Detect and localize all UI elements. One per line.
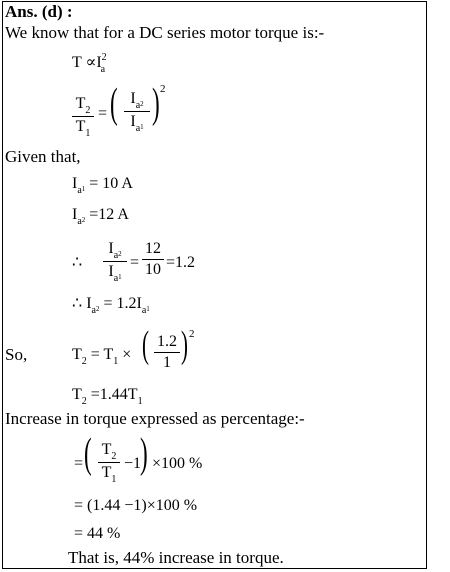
equals-sign: = — [98, 105, 108, 122]
so-label: So, — [5, 345, 28, 364]
given-ia1: $I_a1 = 10$ A — [72, 175, 133, 196]
fraction-t2-t1-pct: $T_2$ $T_1$ — [98, 441, 120, 484]
so-equation-lhs: $T_2 = T_1$ × — [72, 346, 132, 367]
close-paren: ) — [181, 324, 188, 366]
percent-result: = 44 % — [74, 525, 121, 542]
proportionality-equation: $T \propto I^2_a$ — [72, 52, 107, 75]
fraction-ia2-ia1-given: $I_a2$ $I_a1$ — [103, 240, 127, 283]
given-ia2: $I_a2 =12$ A — [72, 206, 129, 227]
intro-text: We know that for a DC series motor torque is:- — [5, 23, 325, 42]
t2-result: $T_2 =1.44T_1$ — [72, 386, 143, 407]
answer-label: Ans. (d) : — [5, 2, 73, 21]
equals-sign: = — [130, 254, 140, 271]
conclusion-text: That is, 44% increase in torque. — [68, 548, 284, 567]
close-paren: ) — [152, 81, 160, 127]
fraction-ia2-ia1: $I_a2$ $I_a1$ — [124, 90, 150, 133]
ratio-result: =1.2 — [166, 254, 196, 271]
close-paren: ) — [140, 431, 148, 477]
fraction-12-10: 12 10 — [142, 240, 164, 279]
square-exponent: 2 — [189, 328, 195, 340]
given-label: Given that, — [5, 147, 81, 166]
fraction-1p2-1: 1.2 1 — [154, 333, 180, 372]
increase-text: Increase in torque expressed as percentage:- — [5, 409, 305, 428]
open-paren: ( — [110, 81, 118, 127]
answer-box — [2, 1, 427, 569]
ia2-relation: ∴ $I_a2 = 1.2I_a1$ — [72, 295, 150, 316]
open-paren: ( — [84, 431, 92, 477]
minus-one: −1 — [124, 455, 142, 472]
fraction-t2-t1: $T_2$ $T_1$ — [72, 95, 94, 138]
equals-sign: = — [74, 455, 84, 472]
square-exponent: 2 — [160, 83, 166, 95]
times-100-percent: ×100 % — [152, 455, 203, 472]
therefore-symbol: ∴ — [72, 254, 83, 271]
open-paren: ( — [142, 324, 149, 366]
percent-calculation: = (1.44 −1)×100 % — [74, 497, 198, 514]
